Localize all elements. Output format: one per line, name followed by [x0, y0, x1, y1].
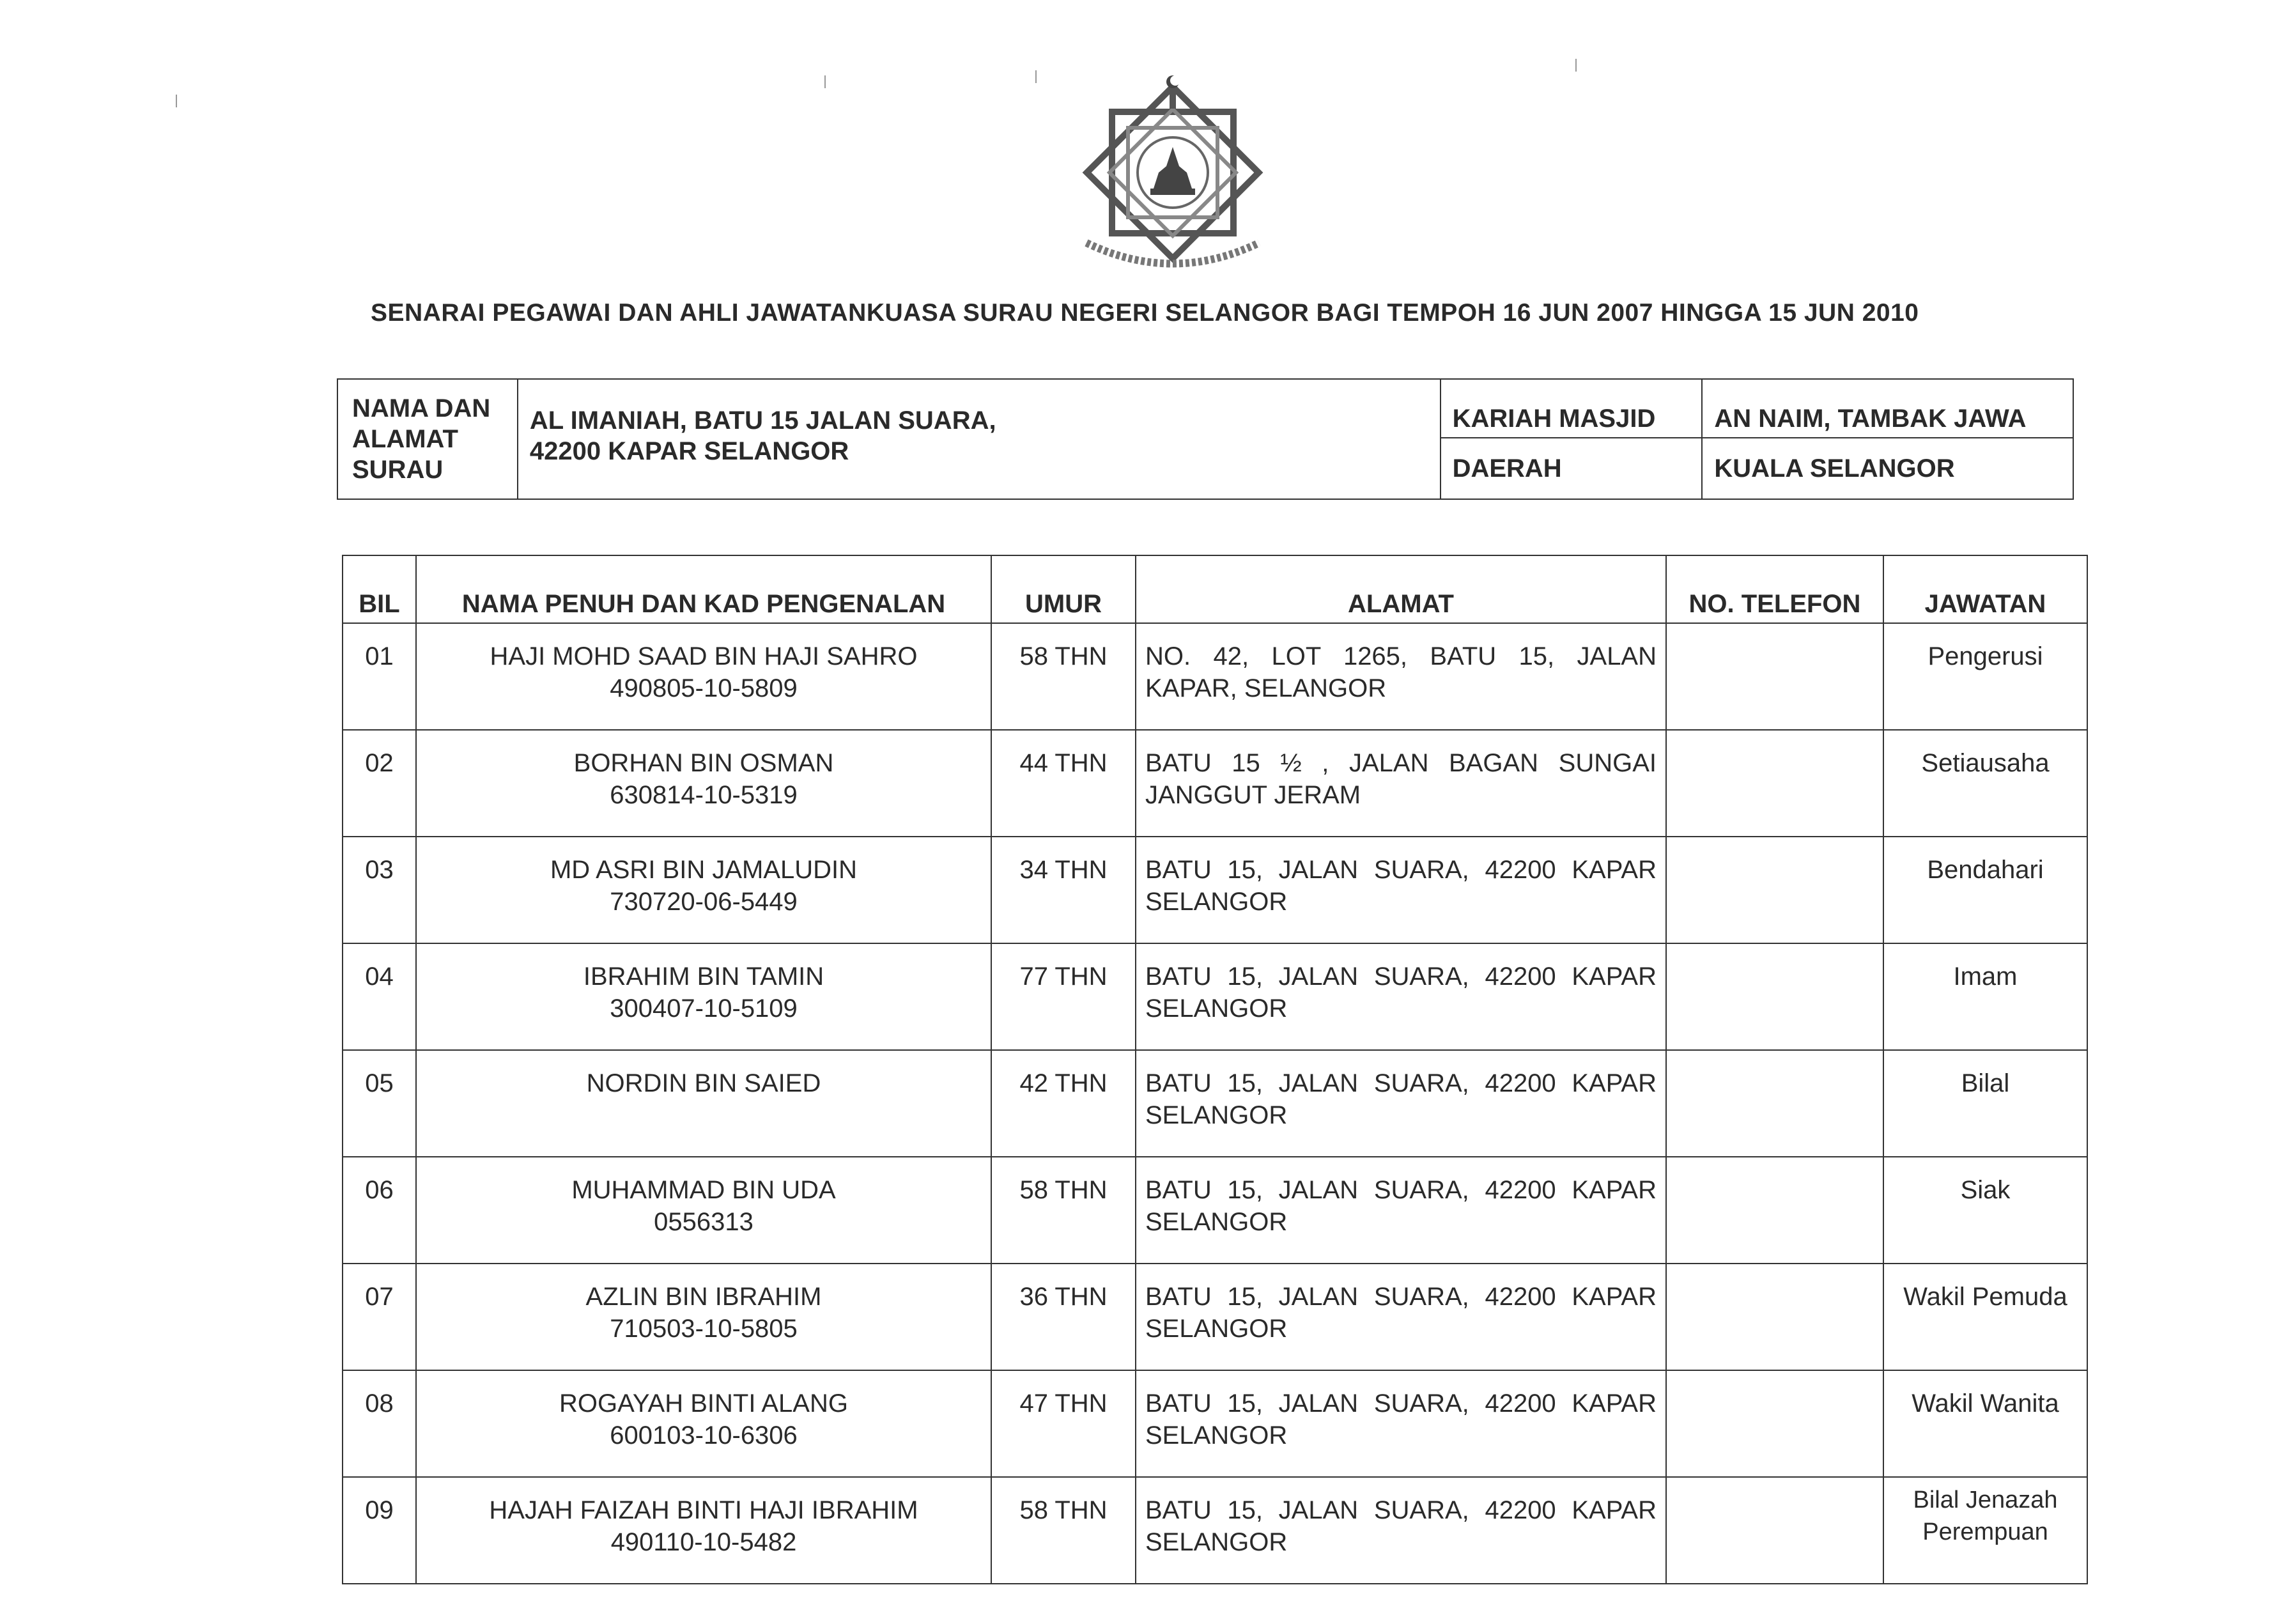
cell-alamat: BATU 15, JALAN SUARA, 42200 KAPAR SELANGOR — [1136, 1370, 1666, 1477]
nama-alamat-label: NAMA DAN ALAMAT SURAU — [337, 379, 518, 499]
member-ic: 630814-10-5319 — [610, 781, 798, 809]
table-header-row — [343, 555, 2087, 623]
header-alamat: ALAMAT — [1136, 555, 1666, 623]
table-row — [343, 1370, 2087, 1477]
cell-bil: 05 — [343, 1050, 416, 1157]
cell-telefon — [1666, 1477, 1883, 1584]
cell-jawatan: Siak — [1883, 1157, 2087, 1264]
cell-jawatan: Bilal Jenazah Perempuan — [1883, 1477, 2087, 1584]
cell-bil: 06 — [343, 1157, 416, 1264]
cell-telefon — [1666, 1157, 1883, 1264]
table-row — [343, 943, 2087, 1050]
cell-jawatan: Wakil Pemuda — [1883, 1264, 2087, 1370]
member-name: MUHAMMAD BIN UDA — [571, 1176, 836, 1204]
cell-jawatan: Setiausaha — [1883, 730, 2087, 837]
table-row — [343, 730, 2087, 837]
cell-nama — [416, 730, 991, 837]
member-name: ROGAYAH BINTI ALANG — [559, 1389, 848, 1418]
cell-nama — [416, 943, 991, 1050]
member-ic: 0556313 — [654, 1208, 753, 1236]
daerah-label: DAERAH — [1441, 438, 1703, 499]
cell-jawatan: Bilal — [1883, 1050, 2087, 1157]
cell-telefon — [1666, 623, 1883, 730]
cell-umur: 58 THN — [991, 1477, 1136, 1584]
header-nama: NAMA PENUH DAN KAD PENGENALAN — [416, 555, 991, 623]
committee-table — [342, 555, 2088, 1584]
cell-alamat: BATU 15, JALAN SUARA, 42200 KAPAR SELANGOR — [1136, 1264, 1666, 1370]
header-telefon: NO. TELEFON — [1666, 555, 1883, 623]
cell-telefon — [1666, 1264, 1883, 1370]
cell-bil: 03 — [343, 837, 416, 943]
cell-nama — [416, 1264, 991, 1370]
cell-jawatan: Imam — [1883, 943, 2087, 1050]
cell-umur: 47 THN — [991, 1370, 1136, 1477]
member-ic: 490805-10-5809 — [610, 674, 798, 702]
cell-umur: 44 THN — [991, 730, 1136, 837]
member-name: AZLIN BIN IBRAHIM — [585, 1283, 822, 1311]
cell-bil: 01 — [343, 623, 416, 730]
surau-address — [518, 379, 1441, 499]
surau-address-line2: 42200 KAPAR SELANGOR — [529, 437, 849, 465]
cell-nama — [416, 1477, 991, 1584]
table-row — [343, 1264, 2087, 1370]
member-name: MD ASRI BIN JAMALUDIN — [550, 856, 858, 884]
cell-jawatan: Wakil Wanita — [1883, 1370, 2087, 1477]
cell-telefon — [1666, 943, 1883, 1050]
cell-nama — [416, 1050, 991, 1157]
surau-info-table — [337, 378, 2074, 500]
cell-bil: 04 — [343, 943, 416, 1050]
cell-jawatan: Bendahari — [1883, 837, 2087, 943]
cell-umur: 58 THN — [991, 623, 1136, 730]
header-umur: UMUR — [991, 555, 1136, 623]
cell-umur: 36 THN — [991, 1264, 1136, 1370]
cell-alamat: BATU 15 ½ , JALAN BAGAN SUNGAI JANGGUT JERAM — [1136, 730, 1666, 837]
table-row — [343, 837, 2087, 943]
cell-telefon — [1666, 730, 1883, 837]
cell-jawatan: Pengerusi — [1883, 623, 2087, 730]
table-row — [343, 1157, 2087, 1264]
cell-telefon — [1666, 1370, 1883, 1477]
cell-bil: 07 — [343, 1264, 416, 1370]
cell-telefon — [1666, 837, 1883, 943]
cell-alamat: BATU 15, JALAN SUARA, 42200 KAPAR SELANGOR — [1136, 837, 1666, 943]
kariah-label: KARIAH MASJID — [1441, 379, 1703, 438]
member-ic: 490110-10-5482 — [610, 1528, 797, 1556]
cell-alamat: BATU 15, JALAN SUARA, 42200 KAPAR SELANGOR — [1136, 943, 1666, 1050]
cell-bil: 08 — [343, 1370, 416, 1477]
cell-alamat: NO. 42, LOT 1265, BATU 15, JALAN KAPAR, SELANGOR — [1136, 623, 1666, 730]
cell-nama — [416, 1370, 991, 1477]
header-bil: BIL — [343, 555, 416, 623]
cell-alamat: BATU 15, JALAN SUARA, 42200 KAPAR SELANGOR — [1136, 1477, 1666, 1584]
kariah-value: AN NAIM, TAMBAK JAWA — [1702, 379, 2073, 438]
table-row — [343, 1477, 2087, 1584]
seal-logo — [1074, 64, 1272, 275]
cell-umur: 42 THN — [991, 1050, 1136, 1157]
member-ic: 600103-10-6306 — [610, 1421, 798, 1450]
daerah-value: KUALA SELANGOR — [1702, 438, 2073, 499]
header-jawatan: JAWATAN — [1883, 555, 2087, 623]
member-name: NORDIN BIN SAIED — [586, 1069, 821, 1097]
table-row — [343, 623, 2087, 730]
document-title: SENARAI PEGAWAI DAN AHLI JAWATANKUASA SURAU NEGERI SELANGOR BAGI TEMPOH 16 JUN 2007 HINGGA 15 JUN 2010 — [371, 299, 1919, 327]
cell-telefon — [1666, 1050, 1883, 1157]
table-row — [343, 1050, 2087, 1157]
cell-bil: 09 — [343, 1477, 416, 1584]
member-ic: 730720-06-5449 — [610, 888, 798, 916]
cell-umur: 34 THN — [991, 837, 1136, 943]
cell-nama — [416, 623, 991, 730]
cell-nama — [416, 837, 991, 943]
surau-address-line1: AL IMANIAH, BATU 15 JALAN SUARA, — [529, 406, 996, 435]
member-ic: 710503-10-5805 — [610, 1315, 798, 1343]
member-name: HAJI MOHD SAAD BIN HAJI SAHRO — [490, 642, 918, 670]
member-name: HAJAH FAIZAH BINTI HAJI IBRAHIM — [489, 1496, 918, 1524]
cell-nama — [416, 1157, 991, 1264]
cell-alamat: BATU 15, JALAN SUARA, 42200 KAPAR SELANGOR — [1136, 1157, 1666, 1264]
member-name: IBRAHIM BIN TAMIN — [583, 963, 824, 991]
cell-umur: 58 THN — [991, 1157, 1136, 1264]
member-name: BORHAN BIN OSMAN — [573, 749, 834, 777]
cell-alamat: BATU 15, JALAN SUARA, 42200 KAPAR SELANGOR — [1136, 1050, 1666, 1157]
cell-bil: 02 — [343, 730, 416, 837]
cell-umur: 77 THN — [991, 943, 1136, 1050]
member-ic: 300407-10-5109 — [610, 994, 798, 1023]
